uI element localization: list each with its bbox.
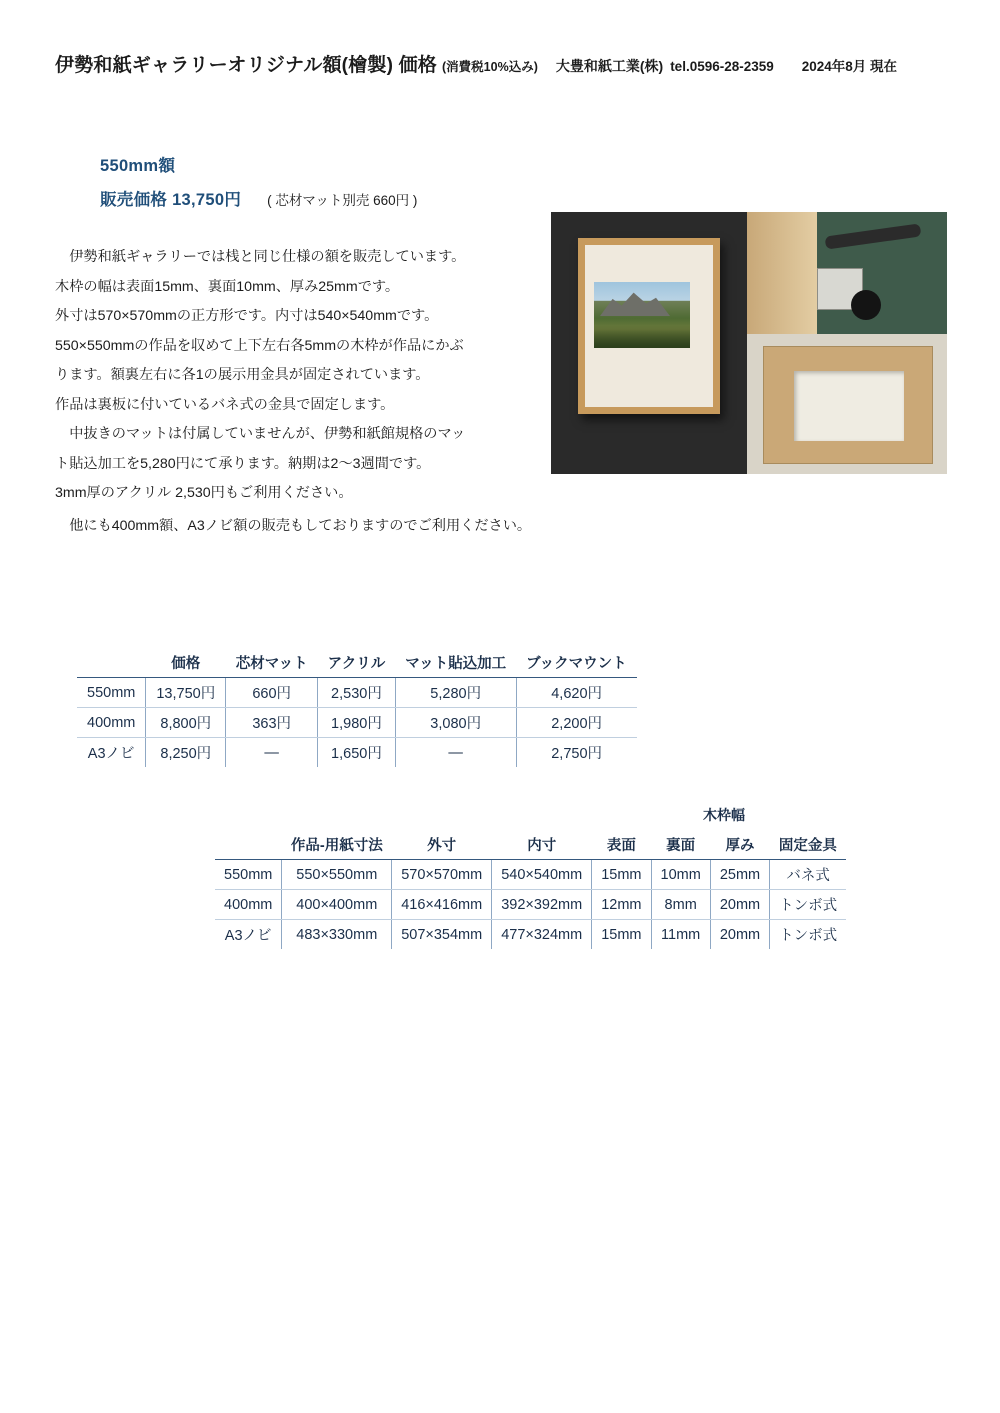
price-r2-c2: — (226, 738, 318, 768)
frame-inner-panel (794, 371, 904, 441)
company-name: 大豊和紙工業(株) (555, 58, 664, 74)
page-title: 伊勢和紙ギャラリーオリジナル額(檜製) 価格 (55, 55, 438, 76)
tax-note: (消費税10%込み) (442, 60, 538, 74)
spec-r1-c7: トンボ式 (770, 890, 847, 920)
price-col-0 (77, 648, 146, 678)
spec-r2-c1: 483×330mm (282, 920, 392, 950)
price-r0-c1: 13,750円 (146, 678, 226, 708)
spec-r1-c3: 392×392mm (492, 890, 592, 920)
price-col-4: マット貼込加工 (395, 648, 516, 678)
spec-r2-c0: A3ノビ (215, 920, 282, 950)
price-r1-c4: 3,080円 (395, 708, 516, 738)
price-r0-c2: 660円 (226, 678, 318, 708)
price-r2-c3: 1,650円 (318, 738, 396, 768)
spec-r2-c2: 507×354mm (392, 920, 492, 950)
description-line-2: 木枠の幅は表面15mm、裏面10mm、厚み25mmです。 (55, 278, 400, 295)
description-line-3: 外寸は570×570mmの正方形です。内寸は540×540mmです。 (55, 308, 439, 324)
frame-corner (763, 346, 933, 464)
spec-table (215, 830, 846, 949)
price-r2-c5: 2,750円 (551, 746, 603, 762)
description-line-5: ります。額裏左右に各1の展示用金具が固定されています。 (55, 367, 430, 383)
description-line-8: ト貼込加工を5,280円にて承ります。納期は2〜3週間です。 (55, 455, 431, 472)
spec-col-1: 作品-用紙寸法 (282, 830, 392, 860)
spec-col-0 (215, 830, 282, 860)
description-line-9: 3mm厚のアクリル 2,530円もご利用ください。 (55, 485, 353, 501)
mountain-photograph (594, 282, 690, 348)
price-r1-c5: 2,200円 (516, 708, 636, 738)
spec-r1-c2: 416×416mm (392, 890, 492, 920)
table-row (77, 708, 637, 738)
page-header (55, 50, 960, 77)
spec-r0-c3: 540×540mm (492, 860, 592, 890)
table-row (215, 890, 846, 920)
description-line-7: 中抜きのマットは付属していませんが、伊勢和紙館規格のマッ (69, 426, 466, 442)
table-header-row (215, 830, 846, 860)
price-r0-c4: 5,280円 (395, 678, 516, 708)
table-row (77, 738, 637, 768)
description-body (55, 243, 545, 509)
table-row (215, 860, 846, 890)
spec-r0-c7: バネ式 (770, 860, 847, 890)
price-r0-c5: 4,620円 (516, 678, 636, 708)
spec-col-4: 表面 (592, 830, 651, 860)
spec-r2-c5: 11mm (651, 920, 710, 950)
price-r1-c3: 1,980円 (318, 708, 396, 738)
wall-frame (578, 238, 720, 414)
price-col-3: アクリル (318, 648, 396, 678)
photo-frame-corner-closeup (747, 334, 947, 474)
product-photo-collage (551, 212, 947, 474)
spec-r0-c1: 550×550mm (282, 860, 392, 890)
spec-r0-c6: 25mm (710, 860, 769, 890)
table-row (77, 678, 637, 708)
spec-r0-c4: 15mm (592, 860, 651, 890)
description-line-1: 伊勢和紙ギャラリーでは桟と同じ仕様の額を販売しています。 (69, 249, 466, 265)
price-r1-c0: 400mm (77, 708, 146, 738)
price-r0-c0: 550mm (77, 678, 146, 708)
price-r2-c4: — (395, 738, 516, 768)
price-r2-c1: 8,250円 (146, 738, 226, 768)
frame-width-group-header: 木枠幅 (703, 807, 745, 823)
spec-r1-c5: 8mm (651, 890, 710, 920)
spec-col-3: 内寸 (492, 830, 592, 860)
telephone-number: tel.0596-28-2359 (670, 59, 774, 74)
price-r0-c3: 2,530円 (318, 678, 396, 708)
spec-r2-c3: 477×324mm (492, 920, 592, 950)
spec-r2-c6: 20mm (710, 920, 769, 950)
price-line (100, 186, 417, 210)
spec-r1-c6: 20mm (710, 890, 769, 920)
wood-edge (747, 212, 817, 334)
other-sizes-note: 他にも400mm額、A3ノビ額の販売もしておりますのでご利用ください。 (69, 518, 532, 534)
spec-r2-c7: トンボ式 (779, 928, 838, 944)
spec-col-7: 固定金具 (770, 830, 847, 860)
price-col-1: 価格 (146, 648, 226, 678)
effective-date: 2024年8月 現在 (801, 59, 898, 74)
spec-r0-c2: 570×570mm (392, 860, 492, 890)
knob-fitting (851, 290, 881, 320)
spec-col-6: 厚み (710, 830, 769, 860)
hanging-hardware (825, 223, 922, 249)
price-table (77, 648, 637, 767)
spec-col-2: 外寸 (392, 830, 492, 860)
photo-framed-artwork-on-wall (551, 212, 747, 474)
table-header-row (77, 648, 637, 678)
price-r1-c1: 8,800円 (146, 708, 226, 738)
spec-r1-c4: 12mm (592, 890, 651, 920)
spec-r0-c5: 10mm (651, 860, 710, 890)
frame-size-heading: 550mm額 (100, 157, 176, 175)
sale-price-label: 販売価格 13,750円 (100, 191, 242, 209)
spec-r2-c4: 15mm (592, 920, 651, 950)
spec-r1-c1: 400×400mm (282, 890, 392, 920)
price-r2-c0: A3ノビ (77, 738, 146, 768)
price-col-2: 芯材マット (226, 648, 318, 678)
spec-r0-c0: 550mm (215, 860, 282, 890)
mat-price-note: ( 芯材マット別売 660円 ) (267, 193, 418, 208)
description-line-6: 作品は裏板に付いているバネ式の金具で固定します。 (55, 396, 395, 413)
price-col-5: ブックマウント (516, 648, 636, 678)
description-line-4: 550×550mmの作品を収めて上下左右各5mmの木枠が作品にかぶ (55, 337, 464, 354)
price-r1-c2: 363円 (226, 708, 318, 738)
photo-frame-hardware-closeup (747, 212, 947, 334)
table-row (215, 920, 846, 950)
spec-col-5: 裏面 (651, 830, 710, 860)
spec-r1-c0: 400mm (215, 890, 282, 920)
